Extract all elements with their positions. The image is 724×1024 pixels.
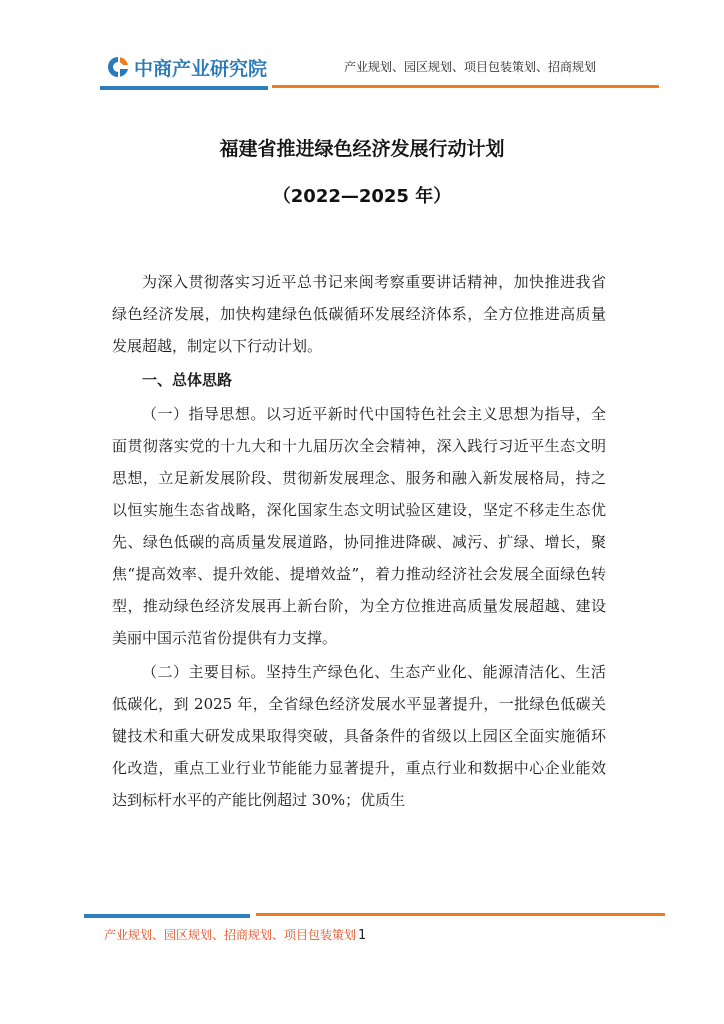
company-logo [106,52,267,82]
document-body [112,266,606,816]
footer-divider-orange [256,913,665,916]
logo-mark-icon [106,55,130,79]
footer [104,926,366,943]
section-heading: 一、总体思路 [142,371,233,389]
header-tagline: 产业规划、园区规划、项目包装策划、招商规划 [344,60,597,74]
header-divider-blue [100,86,268,90]
main-goals-paragraph: （二）主要目标。坚持生产绿色化、生态产业化、能源清洁化、生活低碳化，到 2025 年，全省绿色经济发展水平显著提升，一批绿色低碳关键技术和重大研发成果取得突破，具备条件的省级以上园区全面实施循环化改造，重点工业行业节能能力显著提升，重点行业和数据中心企业能效达到标杆水平的产能比例超过 30%；优质生 [112,663,606,809]
page-number: 1 [358,928,367,943]
intro-paragraph: 为深入贯彻落实习近平总书记来闽考察重要讲话精神，加快推进我省绿色经济发展，加快构建绿色低碳循环发展经济体系，全方位推进高质量发展超越，制定以下行动计划。 [112,273,606,355]
header-divider-orange [272,85,659,88]
logo-text: 中商产业研究院 [134,57,268,80]
document-subtitle: （2022—2025 年） [272,186,452,207]
footer-text: 产业规划、园区规划、招商规划、项目包装策划 [104,928,357,942]
guiding-ideology-paragraph: （一）指导思想。以习近平新时代中国特色社会主义思想为指导，全面贯彻落实党的十九大和十九届历次全会精神，深入践行习近平生态文明思想，立足新发展阶段、贯彻新发展理念、服务和融入新发展格局，持之以恒实施生态省战略，深化国家生态文明试验区建设，坚定不移走生态优先、绿色低碳的高质量发展道路，协同推进降碳、减污、扩绿、增长，聚焦“提高效率、提升效能、提增效益”，着力推动经济社会发展全面绿色转型，推动绿色经济发展再上新台阶，为全方位推进高质量发展超越、建设美丽中国示范省份提供有力支撑。 [112,405,606,647]
document-title: 福建省推进绿色经济发展行动计划 [219,138,505,160]
footer-divider-blue [84,914,250,918]
